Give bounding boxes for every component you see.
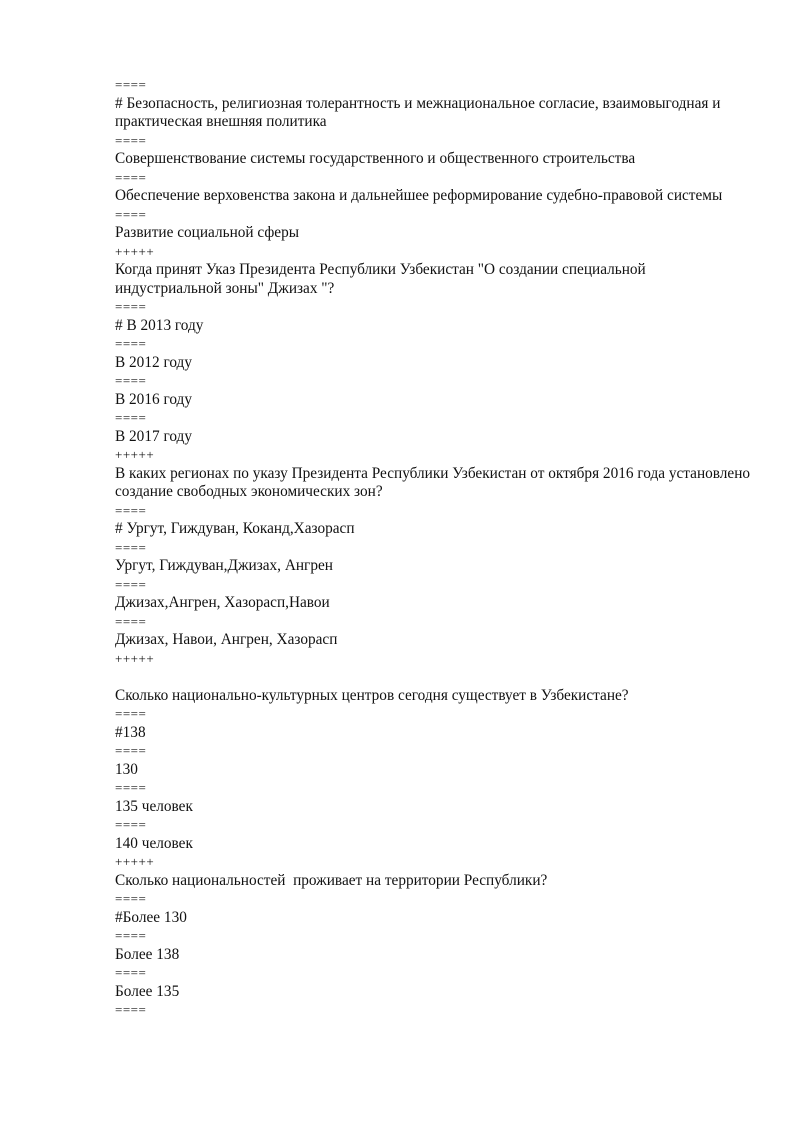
separator-line: ==== [115,891,147,906]
separator-line: +++++ [115,650,155,666]
text-line: Развитие социальной сферы [115,224,300,241]
text-line: Когда принят Указ Президента Республики Узбекистан "О создании специальной индустриальной зоны" Джизах "? [115,261,650,297]
text-line: Обеспечение верховенства закона и дальнейшее реформирование судебно-правовой системы [115,187,723,204]
text-line: Сколько национальностей проживает на территории Республики? [115,871,548,889]
text-line: Джизах, Навои, Ангрен, Хазорасп [115,631,338,648]
text-line: Сколько национально-культурных центров сегодня существует в Узбекистане? [115,686,629,704]
separator-line: +++++ [115,447,155,462]
separator-line: ==== [115,1002,147,1017]
separator-line: ==== [115,613,147,629]
separator-line: ==== [115,336,147,351]
separator-line: +++++ [115,243,155,259]
text-line: В 2017 году [115,427,192,445]
separator-line: ==== [115,169,147,185]
text-line: #Более 130 [115,908,187,926]
text-line: #138 [115,723,146,741]
text-line: В каких регионах по указу Президента Республики Узбекистан от октября 2016 года установлено создание свободных экономических зон? [115,464,754,500]
separator-line: ==== [115,743,147,758]
separator-line: ==== [115,410,147,425]
separator-line: ==== [115,928,147,943]
text-line: 135 человек [115,797,193,815]
text-line: # В 2013 году [115,316,204,334]
separator-line: ==== [115,539,147,555]
document-page [115,76,755,1020]
text-line: Ургут, Гиждуван,Джизах, Ангрен [115,557,333,574]
text-line: Более 138 [115,945,180,963]
text-line: В 2012 году [115,353,192,371]
text-line: Джизах,Ангрен, Хазорасп,Навои [115,594,330,611]
separator-line: ==== [115,77,147,92]
separator-line: ==== [115,132,147,148]
text-line: В 2016 году [115,390,192,408]
separator-line: ==== [115,299,147,314]
text-line: Более 135 [115,982,180,1000]
separator-line: ==== [115,373,147,388]
text-line: 130 [115,760,138,778]
separator-line: ==== [115,965,147,980]
text-line: 140 человек [115,834,193,852]
separator-line: ==== [115,576,147,592]
separator-line: ==== [115,780,147,795]
separator-line: ==== [115,206,147,222]
blank-line [115,668,755,687]
separator-line: ==== [115,706,147,721]
separator-line: ==== [115,502,147,518]
separator-line: ==== [115,817,147,832]
text-line: # Безопасность, религиозная толерантность и межнациональное согласие, взаимовыгодная и практическая внешняя политика [115,94,725,130]
text-line: Совершенствование системы государственного и общественного строительства [115,150,636,167]
separator-line: +++++ [115,854,155,869]
text-line: # Ургут, Гиждуван, Коканд,Хазорасп [115,520,355,537]
